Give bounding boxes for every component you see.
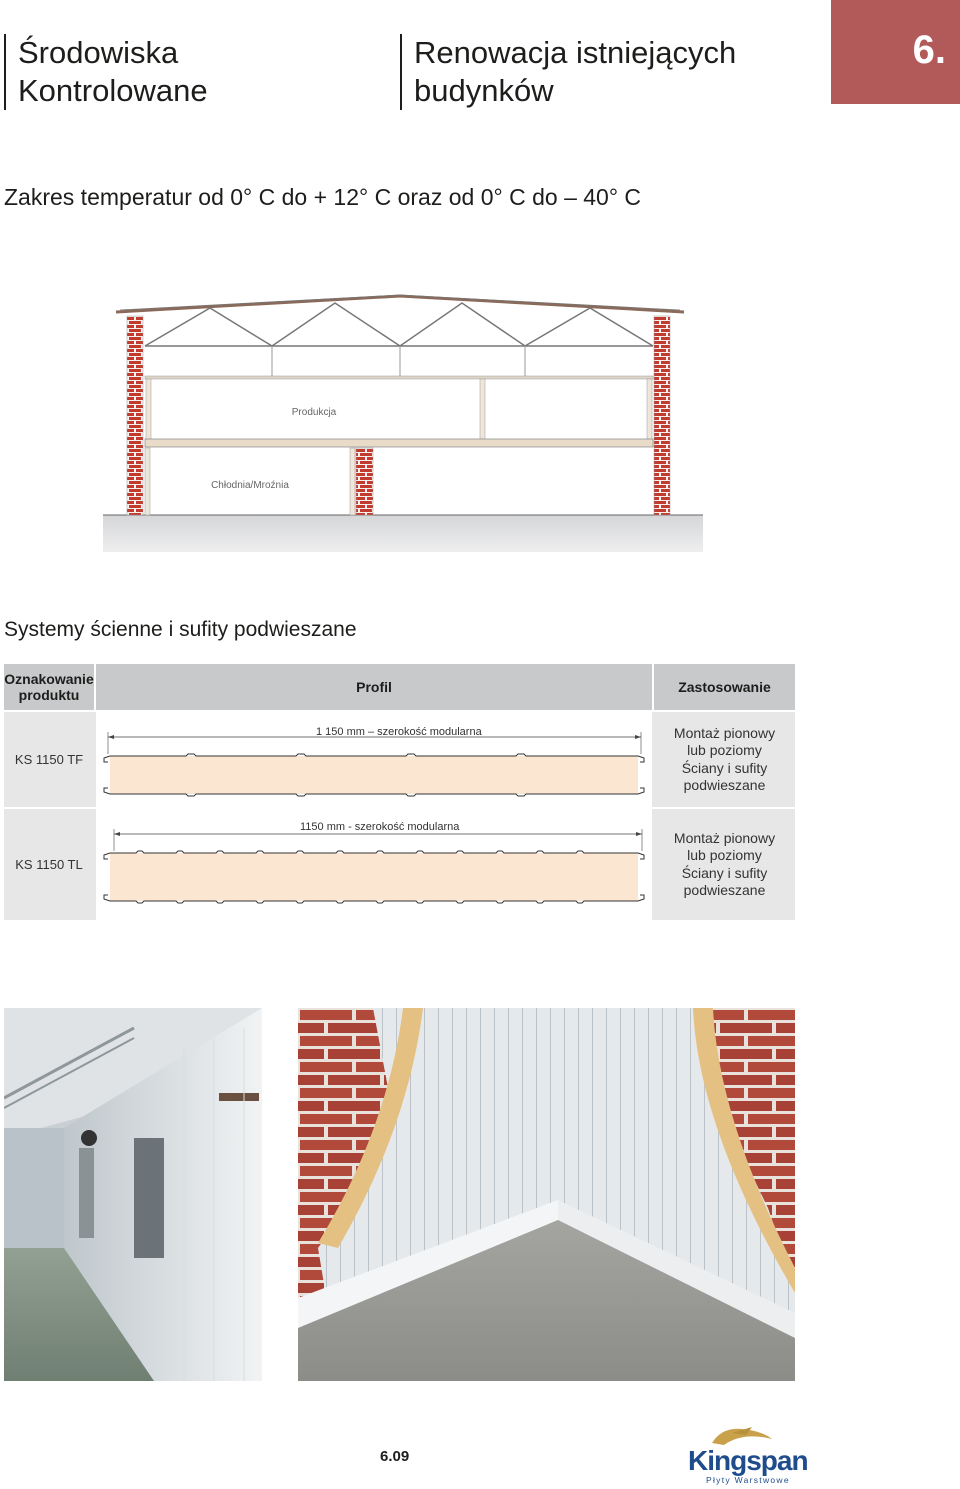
- profile-drawing: [96, 809, 652, 920]
- section-title-line1: Środowiska: [18, 35, 179, 70]
- application-line: Ściany i sufity: [681, 864, 768, 881]
- application: [654, 809, 795, 920]
- application: [654, 712, 795, 807]
- panel-corner-brick-photo: [298, 1008, 795, 1381]
- section-title: [4, 34, 208, 110]
- chapter-title-line1: Renowacja istniejących: [414, 35, 737, 70]
- header-code: Oznakowanie produktu: [4, 664, 94, 710]
- width-dimension: 1 150 mm – szerokość modularna: [316, 726, 482, 738]
- page-number: 6.09: [380, 1448, 410, 1465]
- cold-storage-corridor-photo: [4, 1008, 262, 1381]
- application-line: podwieszane: [683, 777, 766, 793]
- application-line: Montaż pionowy: [673, 724, 776, 741]
- chapter-badge: [831, 0, 960, 104]
- width-dimension: 1150 mm - szerokość modularna: [300, 821, 460, 833]
- kingspan-logo: [688, 1425, 808, 1487]
- cold-room-label: Chłodnia/Mroźnia: [211, 480, 289, 491]
- header-use: Zastosowanie: [654, 664, 795, 710]
- section-title-line2: Kontrolowane: [18, 73, 208, 108]
- profile-drawing: [96, 712, 652, 807]
- product-code: KS 1150 TL: [15, 857, 83, 872]
- chapter-title-line2: budynków: [414, 73, 554, 108]
- application-line: lub poziomy: [687, 847, 762, 863]
- temperature-heading: Zakres temperatur od 0° C do + 12° C oraz od 0° C do – 40° C: [4, 184, 642, 210]
- application-line: podwieszane: [683, 882, 766, 898]
- application-line: Montaż pionowy: [673, 829, 776, 846]
- application-line: lub poziomy: [687, 742, 762, 758]
- chapter-number: 6.: [912, 28, 946, 72]
- table-row: [4, 712, 795, 807]
- logo-subtitle: Płyty Warstwowe: [706, 1475, 790, 1485]
- chapter-title: [400, 34, 736, 110]
- product-code: KS 1150 TF: [14, 752, 84, 767]
- logo-wordmark: Kingspan: [688, 1445, 808, 1476]
- application-line: Ściany i sufity: [681, 759, 768, 776]
- lion-emblem-icon: [702, 1425, 812, 1447]
- table-row: [4, 809, 795, 920]
- production-label: Produkcja: [291, 407, 337, 418]
- header-profile: Profil: [96, 664, 652, 710]
- building-section-diagram: [100, 288, 705, 554]
- systems-heading: Systemy ścienne i sufity podwieszane: [4, 618, 357, 641]
